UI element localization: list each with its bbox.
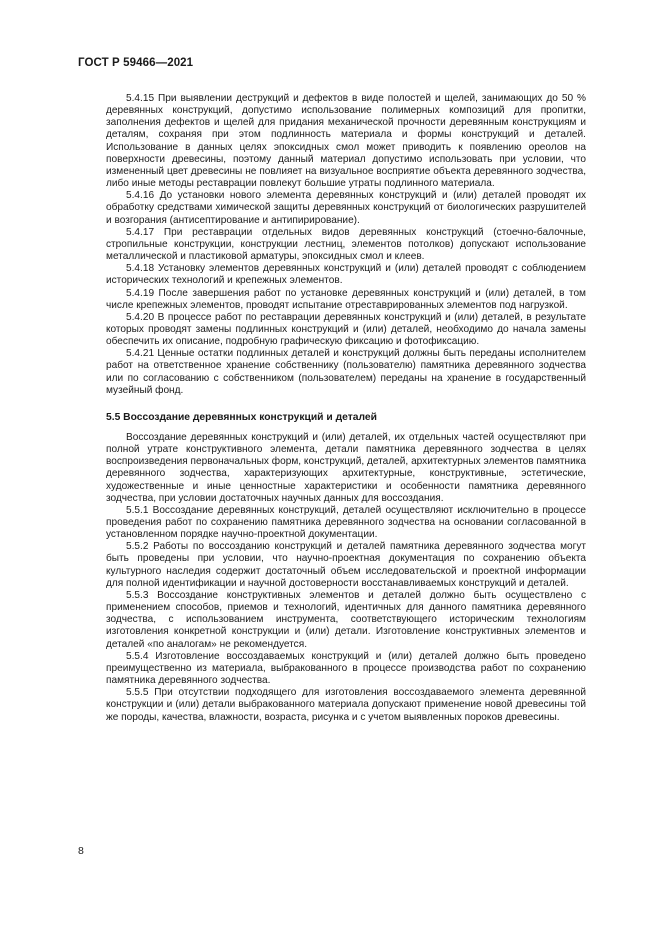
page-number: 8	[78, 845, 84, 857]
paragraph-5-4-17: 5.4.17 При реставрации отдельных видов деревянных конструкций (стоечно-балочные, стропильные конструкции, конструкции лестниц, элементов потолков) допускают использование металлической и пластиковой арматуры, эпоксидных смол и клеев.	[106, 226, 586, 263]
paragraph-5-5-5: 5.5.5 При отсутствии подходящего для изготовления воссоздаваемого элемента деревянной конструкции и (или) детали выбракованного материала допускают применение новой древесины той же породы, качества, влажности, возраста, рисунка и с учетом выявленных пороков древесины.	[106, 687, 586, 723]
paragraph-5-4-16: 5.4.16 До установки нового элемента деревянных конструкций и (или) деталей проводят их обработку средствами химической защиты деревянных конструкций от биологических разрушителей и возгорания (антисептирование и антипирирование).	[106, 190, 586, 226]
document-code-header: ГОСТ Р 59466—2021	[78, 57, 194, 69]
paragraph-5-4-18: 5.4.18 Установку элементов деревянных конструкций и (или) деталей проводят с соблюдением исторических технологий и крепежных элементов.	[106, 263, 586, 287]
document-body	[106, 93, 586, 724]
paragraph-5-5-intro: Воссоздание деревянных конструкций и (или) деталей, их отдельных частей осуществляют при полной утрате конструктивного элемента, детали памятника деревянного зодчества в целях воспроизведения первоначальных форм, конструкций, деталей, архитектурных элементов памятника деревянного зодчества, характеризующих архитектурные, конструктивные, эстетические, художественные и иные ценностные характеристики и особенности памятника деревянного зодчества, при условии достаточных научных данных для воссоздания.	[106, 431, 586, 504]
paragraph-5-5-3: 5.5.3 Воссоздание конструктивных элементов и деталей должно быть осуществлено с применением способов, приемов и технологий, идентичных для данного памятника деревянного зодчества, с использованием инструмента, соответствующего историческим технологиям изготовления конкретной конструкции и (или) детали. Изготовление конструктивных элементов и деталей «по аналогам» не рекомендуется.	[106, 589, 586, 650]
paragraph-5-4-15: 5.4.15 При выявлении деструкций и дефектов в виде полостей и щелей, занимающих до 50 % деревянных конструкций, допустимо использование полимерных композиций для пропитки, заполнения дефектов и щелей для придания механической прочности деревянным конструкциям и деталям, сохраняя при этом подлинность материала и формы конструкций и деталей. Использование в данных целях эпоксидных смол может приводить к появлению ореолов на поверхности древесины, поэтому данный материал допустимо использовать при условии, что измененный цвет древесины не повлияет на визуальное восприятие объекта деревянного зодчества, либо иные методы реставрации повлекут большие утраты подлинного материала.	[106, 93, 586, 190]
section-heading-5-5: 5.5 Воссоздание деревянных конструкций и деталей	[106, 411, 377, 423]
paragraph-5-4-20: 5.4.20 В процессе работ по реставрации деревянных конструкций и (или) деталей, в результате которых проводят замены подлинных конструкций и (или) деталей, необходимо до начала замены обеспечить их описание, подробную графическую фиксацию и фотофиксацию.	[106, 311, 586, 348]
paragraph-5-5-2: 5.5.2 Работы по воссозданию конструкций и деталей памятника деревянного зодчества могут быть проведены при условии, что научно-проектная документация по сохранению объекта культурного наследия содержит достаточный объем исследовательской и проектной информации для полной идентификации и научной достоверности восстанавливаемых конструкций и деталей.	[106, 541, 586, 589]
paragraph-5-4-19: 5.4.19 После завершения работ по установке деревянных конструкций и (или) деталей, в том числе крепежных элементов, проводят испытание отреставрированных элементов под нагрузкой.	[106, 287, 586, 311]
paragraph-5-5-1: 5.5.1 Воссоздание деревянных конструкций, деталей осуществляют исключительно в процессе проведения работ по сохранению памятника деревянного зодчества на основании согласованной в установленном порядке научно-проектной документации.	[106, 504, 586, 541]
paragraph-5-5-4: 5.5.4 Изготовление воссоздаваемых конструкций и (или) деталей должно быть проведено преимущественно из материала, выбракованного в процессе производства работ по сохранению памятника деревянного зодчества.	[106, 650, 586, 687]
paragraph-5-4-21: 5.4.21 Ценные остатки подлинных деталей и конструкций должны быть переданы исполнителем работ на ответственное хранение собственнику (пользователю) памятника деревянного зодчества или по согласованию с собственником (пользователем) переданы на хранение в государственный музейный фонд.	[106, 348, 586, 396]
